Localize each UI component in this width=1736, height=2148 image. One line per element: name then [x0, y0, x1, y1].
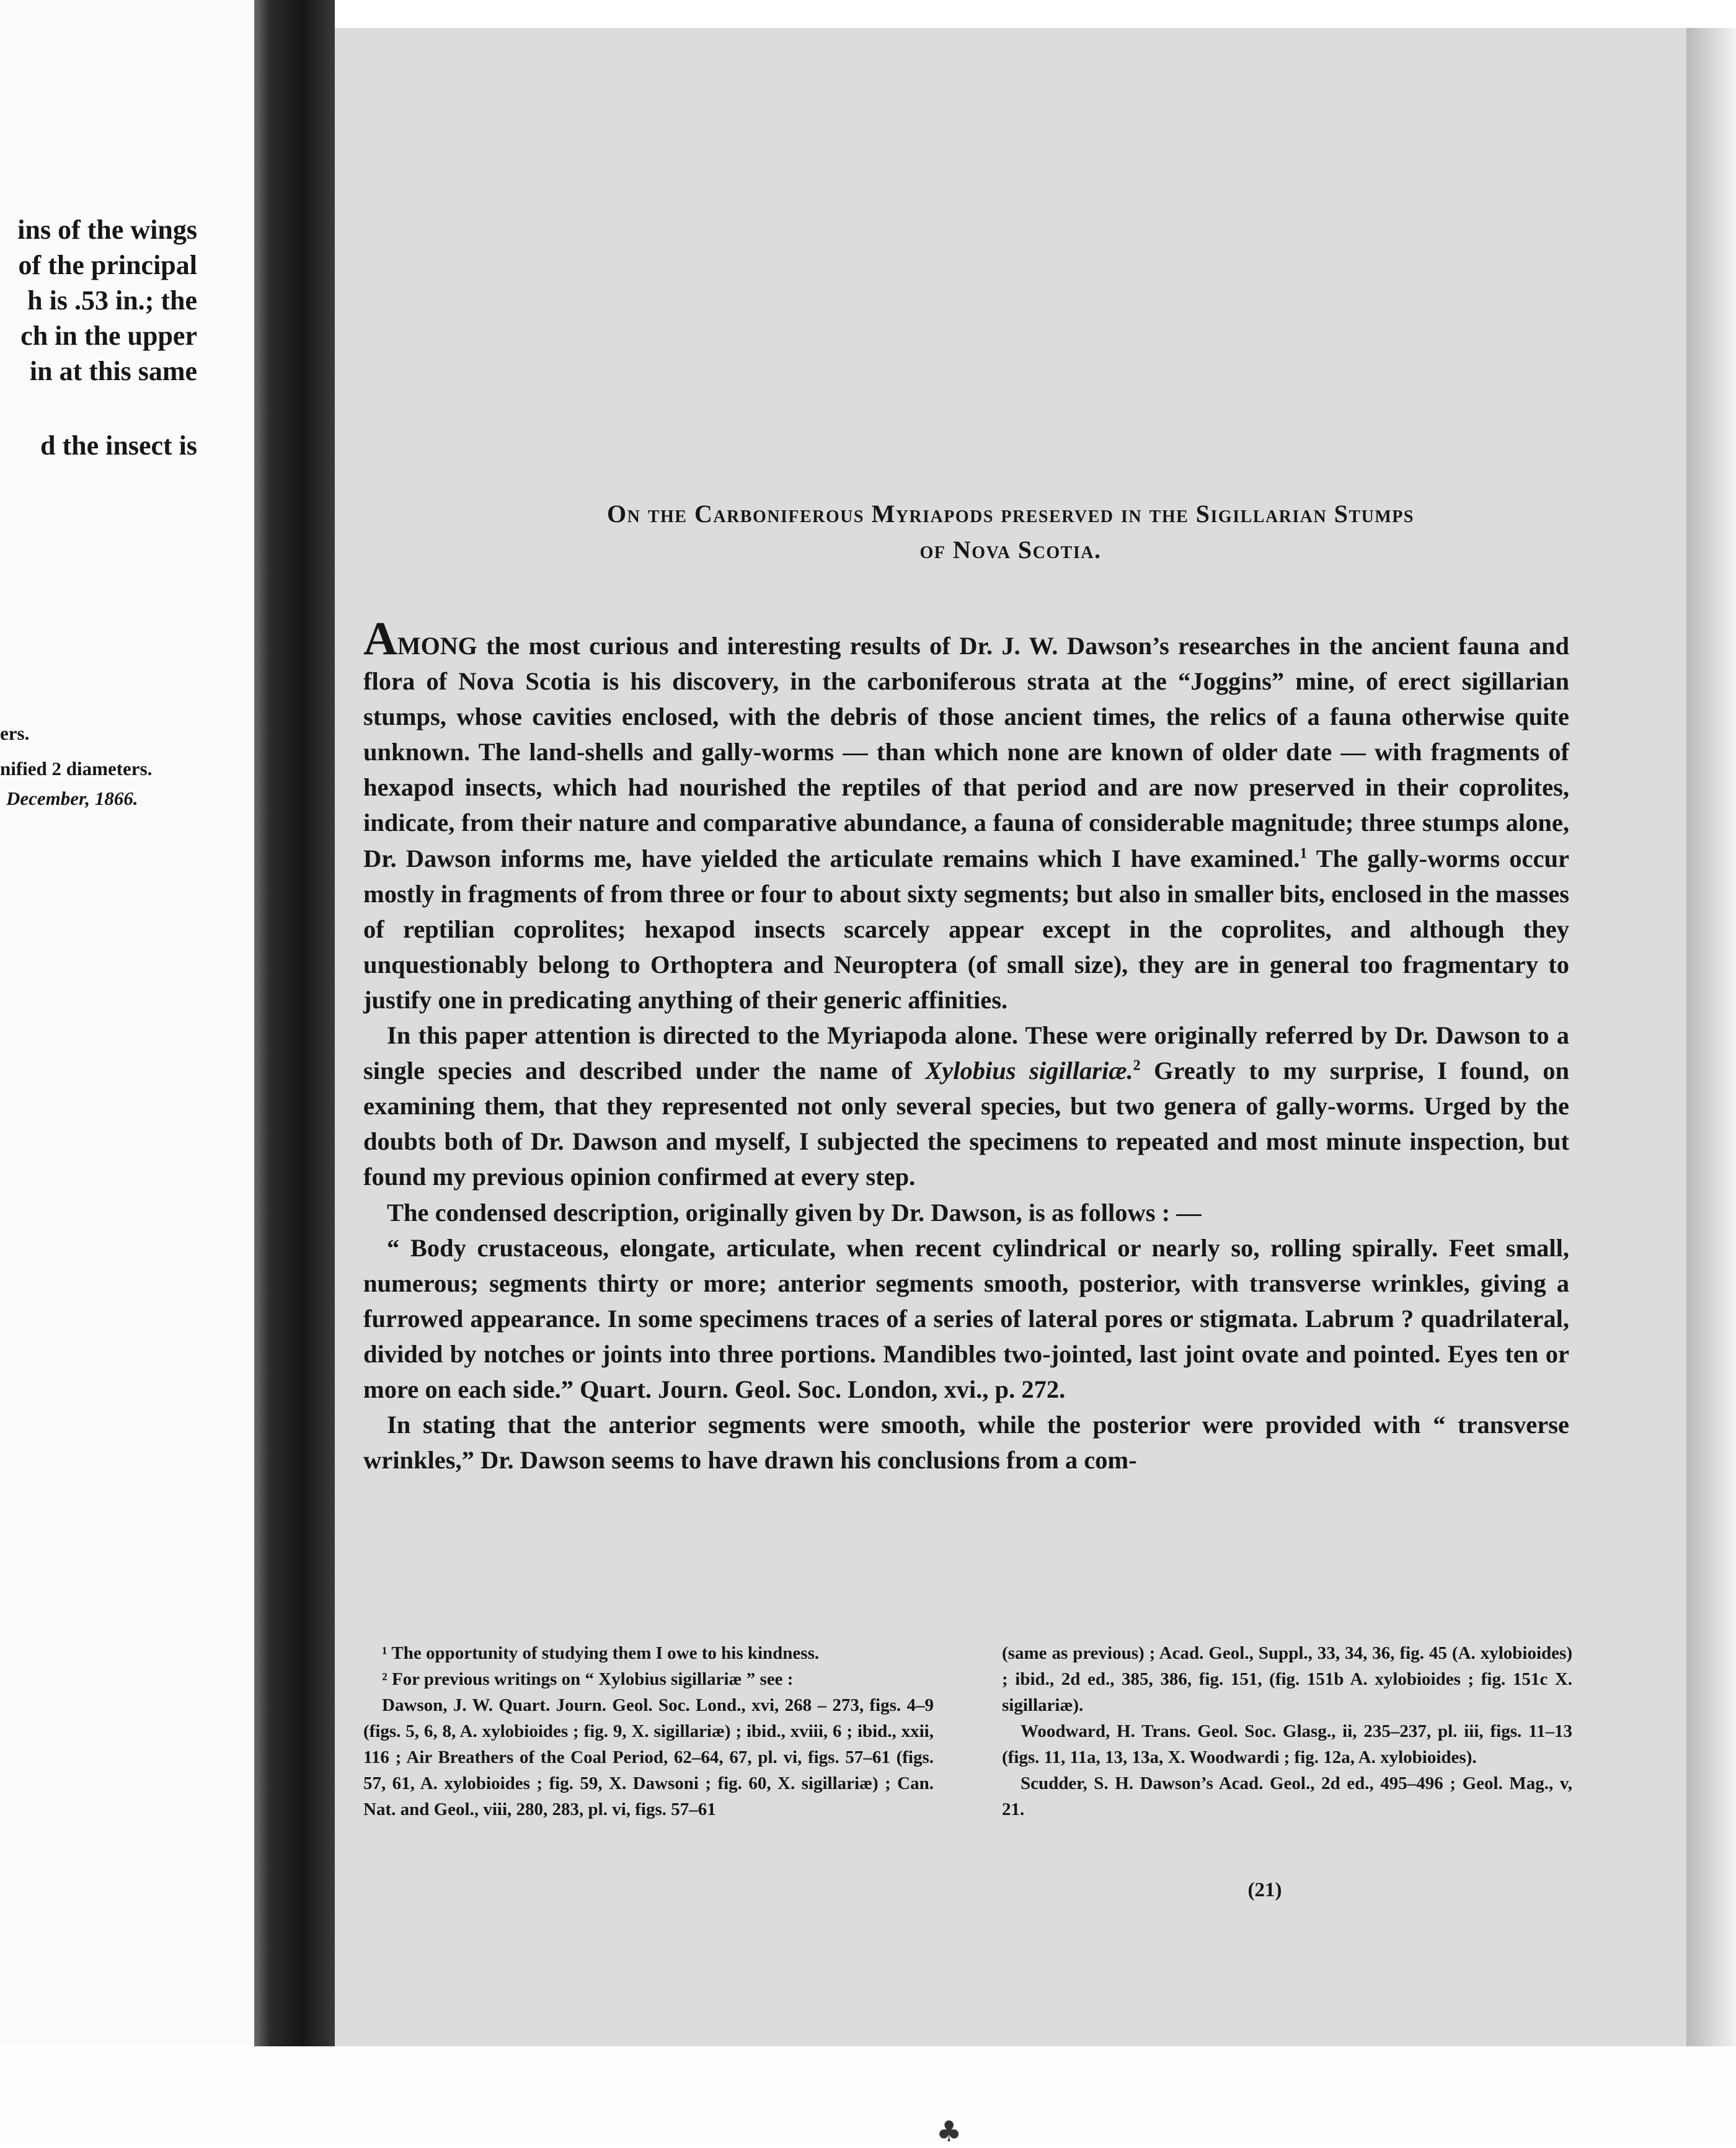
- footnote-2-intro: ² For previous writings on “ Xylobius sigillariæ ” see :: [382, 1669, 794, 1689]
- left-page-caption: December, 1866.: [6, 788, 138, 809]
- left-page-line: ins of the wings: [17, 215, 197, 245]
- left-page-line: of the principal: [18, 250, 197, 280]
- footnote-ref-1: 1: [1300, 845, 1308, 862]
- lead-word: MONG: [397, 632, 477, 660]
- footnote-1: ¹ The opportunity of studying them I owe to his kindness.: [382, 1643, 820, 1663]
- left-page-caption: ers.: [0, 722, 30, 744]
- left-page-line: h is .53 in.; the: [27, 285, 197, 316]
- paragraph-4-quote: “ Body crustaceous, elongate, articulate, when recent cylindrical or nearly so, rolling spirally. Feet small, numerous; segments thirty or more; anterior segments smooth, posterior, with transverse wrinkles, giving a furrowed appearance. In some specimens traces of a series of lateral pores or stigmata. Labrum ? quadrilateral, divided by notches or joints into three portions. Mandibles two-jointed, last joint ovate and pointed. Eyes ten or more on each side.” Quart. Journ. Geol. Soc. London, xvi., p. 272.: [363, 1233, 1569, 1403]
- footnote-scudder: Scudder, S. H. Dawson’s Acad. Geol., 2d ed., 495–496 ; Geol. Mag., v, 21.: [1002, 1773, 1572, 1819]
- article-title-line-1: On the Carboniferous Myriapods preserved in the Sigillarian Stumps: [607, 500, 1414, 528]
- paragraph-2: [363, 1018, 1569, 1194]
- paragraph-5: In stating that the anterior segments were smooth, while the posterior were provided with “ transverse wrinkles,” Dr. Dawson seems to have drawn his conclusions from a com-: [363, 1411, 1569, 1475]
- paragraph-1: [363, 613, 1569, 1018]
- article-body: [363, 613, 1569, 1478]
- paragraph-1-text: the most curious and interesting results of Dr. J. W. Dawson’s researches in the ancient fauna and flora of Nova Scotia is his discovery, in the carboniferous strata at the “Joggins” mine, of erect sigillarian stumps, whose cavities enclosed, with the debris of those ancient times, the relics of a fauna otherwise quite unknown. The land-shells and gally-worms — than which none are known of older date — with fragments of hexapod insects, which had nourished the reptiles of that period and are now preserved in their coprolites, indicate, from their nature and comparative abundance, a fauna of considerable magnitude; three stumps alone, Dr. Dawson informs me, have yielded the articulate remains which I have examined.: [363, 632, 1569, 872]
- footnotes-left-column: [363, 1640, 934, 1822]
- paragraph-3: The condensed description, originally given by Dr. Dawson, is as follows : —: [387, 1198, 1202, 1227]
- book-gutter: [254, 0, 335, 2143]
- page-number: (21): [1247, 1879, 1282, 1901]
- drop-cap: A: [363, 613, 397, 665]
- article-title-line-2: of Nova Scotia.: [919, 536, 1102, 564]
- footnote-dawson: Dawson, J. W. Quart. Journ. Geol. Soc. Lond., xvi, 268 – 273, figs. 4–9 (figs. 5, 6, 8, A. xylobioides ; fig. 9, X. sigillariæ) ; ibid., xviii, 6 ; ibid., xxii, 116 ; Air Breathers of the Coal Period, 62–64, 67, pl. vi, figs. 57–61 (figs. 57, 61, A. xylobioides ; fig. 59, X. Dawsoni ; fig. 60, X. sigillariæ) ; Can. Nat. and Geol., viii, 280, 283, pl. vi, figs. 57–61: [363, 1695, 934, 1819]
- right-page: [335, 28, 1686, 2046]
- footnote-continuation: (same as previous) ; Acad. Geol., Suppl., 33, 34, 36, fig. 45 (A. xylobioides) ; ibid., 2d ed., 385, 386, fig. 151, (fig. 151b A. xylobioides ; fig. 151c X. sigillariæ).: [1002, 1643, 1572, 1715]
- scan-bottom-margin: [0, 2046, 1736, 2143]
- left-page-line: in at this same: [29, 356, 197, 386]
- left-page-fragment: [0, 0, 254, 2143]
- article-title: [335, 496, 1686, 568]
- left-page-line: ch in the upper: [20, 321, 197, 351]
- left-page-caption: nified 2 diameters.: [0, 758, 153, 779]
- footnote-ref-2: 2: [1133, 1057, 1141, 1074]
- footnote-woodward: Woodward, H. Trans. Geol. Soc. Glasg., ii, 235–237, pl. iii, figs. 11–13 (figs. 11, 11a, 13, 13a, X. Woodwardi ; fig. 12a, A. xylobioides).: [1002, 1721, 1572, 1767]
- paragraph-2-text-2: Greatly to my surprise, I found, on examining them, that they represented not only several species, but two genera of gally-worms. Urged by the doubts both of Dr. Dawson and myself, I subjected the specimens to repeated and most minute inspection, but found my previous opinion confirmed at every step.: [363, 1057, 1569, 1191]
- paragraph-2-text: In this paper attention is directed to the Myriapoda alone. These were originally referred by Dr. Dawson to a single species and described under the name of: [363, 1021, 1569, 1085]
- scan-mark-icon: ♣: [936, 2115, 962, 2148]
- page-edge-shadow: [1686, 28, 1736, 2046]
- footnotes-right-column: [1002, 1640, 1572, 1822]
- left-page-line: d the insect is: [40, 430, 197, 461]
- paragraph-1-text-2: The gally-worms occur mostly in fragments of from three or four to about sixty segments; but also in smaller bits, enclosed in the masses of reptilian coprolites; hexapod insects scarcely appear except in the coprolites, and although they unquestionably belong to Orthoptera and Neuroptera (of small size), they are in general too fragmentary to justify one in predicating anything of their generic affinities.: [363, 844, 1569, 1014]
- footnotes: [363, 1640, 1572, 1913]
- species-name: Xylobius sigillariæ.: [925, 1057, 1133, 1085]
